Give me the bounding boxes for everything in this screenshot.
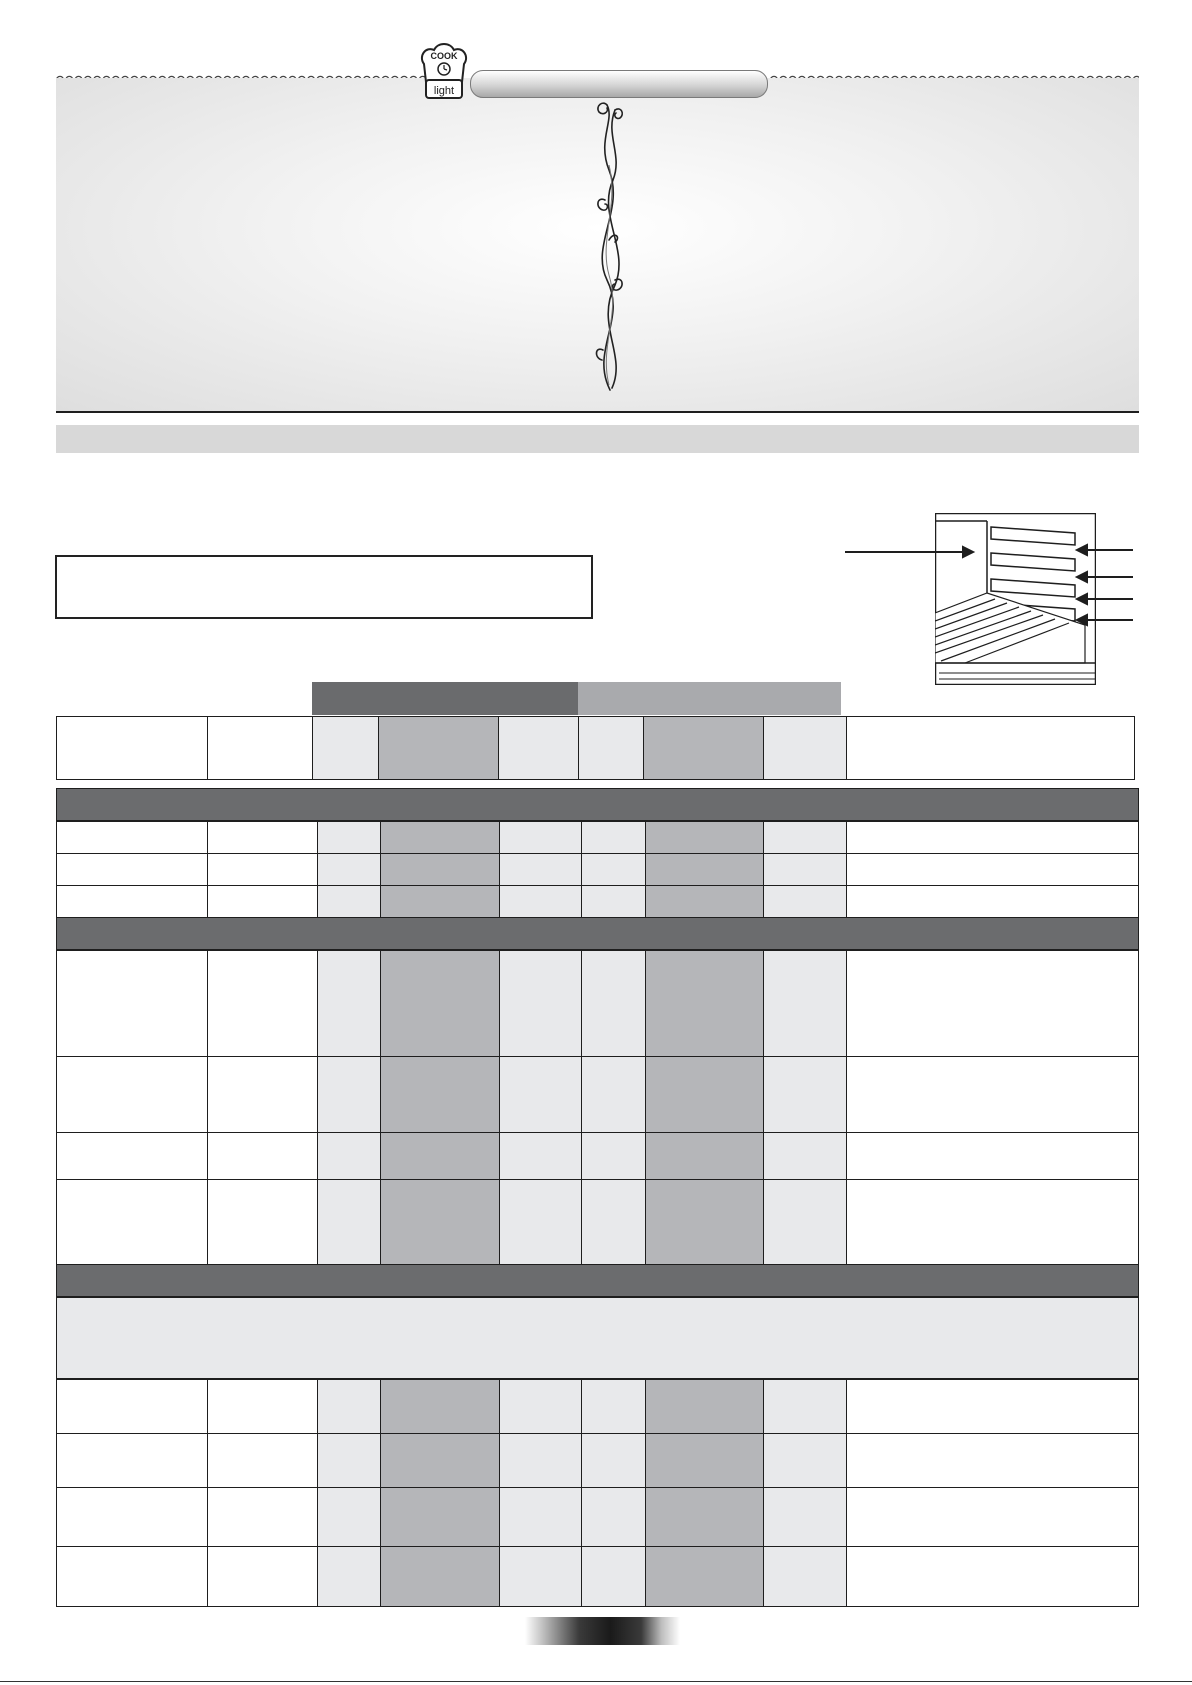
header-cell	[207, 716, 313, 780]
table-cell	[317, 1379, 381, 1434]
table-cell	[645, 853, 764, 886]
table-cell	[581, 1379, 646, 1434]
table-cell	[207, 1056, 318, 1133]
table-cell	[207, 950, 318, 1057]
section-header-bar	[56, 1264, 1139, 1297]
table-cell	[380, 1379, 500, 1434]
chef-hat-timer-icon	[416, 42, 472, 100]
table-cell	[645, 1132, 764, 1180]
page-number-bar	[525, 1617, 680, 1645]
table-cell	[207, 1132, 318, 1180]
table-cell	[581, 1546, 646, 1607]
table-cell	[499, 1056, 582, 1133]
table-cell	[763, 1546, 847, 1607]
table-cell	[380, 1546, 500, 1607]
table-cell	[499, 853, 582, 886]
table-cell	[207, 1179, 318, 1265]
table-cell	[380, 1487, 500, 1547]
table-cell	[207, 1546, 318, 1607]
table-cell	[499, 950, 582, 1057]
table-cell	[56, 1546, 208, 1607]
title-strip	[56, 425, 1139, 453]
table-cell	[581, 1179, 646, 1265]
swirl-ornament-icon	[585, 100, 635, 392]
table-cell	[581, 1056, 646, 1133]
table-cell	[317, 1132, 381, 1180]
table-cell	[380, 853, 500, 886]
table-cell	[763, 1132, 847, 1180]
table-cell	[846, 885, 1139, 918]
table-cell	[380, 821, 500, 854]
header-cell	[578, 716, 644, 780]
table-cell	[763, 1433, 847, 1488]
table-cell	[317, 1487, 381, 1547]
header-cell	[643, 716, 764, 780]
table-cell	[317, 853, 381, 886]
table-cell	[499, 1433, 582, 1488]
table-cell	[846, 1487, 1139, 1547]
table-cell	[645, 1056, 764, 1133]
table-cell	[645, 885, 764, 918]
table-cell	[846, 1132, 1139, 1180]
table-cell	[56, 1487, 208, 1547]
table-cell	[380, 1433, 500, 1488]
table-cell	[846, 1379, 1139, 1434]
oven-arrows	[845, 530, 1135, 630]
table-cell	[499, 1379, 582, 1434]
section-header-bar	[56, 917, 1139, 950]
table-cell	[581, 1132, 646, 1180]
table-cell	[56, 1132, 208, 1180]
logo-bottom-text: light	[433, 85, 455, 97]
table-cell	[846, 1179, 1139, 1265]
table-cell	[581, 1433, 646, 1488]
table-cell	[380, 1132, 500, 1180]
table-cell	[317, 1433, 381, 1488]
table-cell	[499, 1546, 582, 1607]
note-box	[55, 555, 593, 619]
table-cell	[56, 885, 208, 918]
logo-top-text: COOK	[430, 51, 458, 61]
header-cell	[846, 716, 1135, 780]
table-cell	[317, 1179, 381, 1265]
table-cell	[581, 950, 646, 1057]
table-cell	[581, 853, 646, 886]
table-cell	[207, 821, 318, 854]
table-cell	[581, 821, 646, 854]
table-cell	[763, 1487, 847, 1547]
header-cell	[56, 716, 208, 780]
header-cell	[312, 716, 379, 780]
table-cell	[56, 1179, 208, 1265]
table-cell	[763, 950, 847, 1057]
table-cell	[581, 885, 646, 918]
table-cell	[56, 950, 208, 1057]
table-cell	[763, 1179, 847, 1265]
table-cell	[317, 1546, 381, 1607]
header-pill	[470, 70, 768, 98]
group-header-1	[312, 682, 578, 715]
table-cell	[499, 1179, 582, 1265]
table-cell	[207, 885, 318, 918]
table-cell	[763, 1379, 847, 1434]
section-header-bar	[56, 788, 1139, 821]
table-cell	[56, 821, 208, 854]
table-cell	[56, 853, 208, 886]
table-cell	[846, 1056, 1139, 1133]
table-cell	[645, 1433, 764, 1488]
table-cell	[207, 1487, 318, 1547]
table-cell	[56, 1056, 208, 1133]
table-cell	[846, 950, 1139, 1057]
table-cell	[763, 885, 847, 918]
table-cell	[317, 885, 381, 918]
table-cell	[499, 1132, 582, 1180]
table-cell	[581, 1487, 646, 1547]
table-cell	[56, 1433, 208, 1488]
table-cell	[645, 1546, 764, 1607]
header-cell	[498, 716, 579, 780]
table-cell	[645, 821, 764, 854]
header-cell	[378, 716, 499, 780]
table-cell	[763, 853, 847, 886]
table-cell	[846, 821, 1139, 854]
header-cell	[763, 716, 847, 780]
table-cell	[317, 821, 381, 854]
table-cell	[207, 853, 318, 886]
table-cell	[645, 950, 764, 1057]
table-cell	[380, 950, 500, 1057]
table-cell	[763, 821, 847, 854]
table-cell	[645, 1487, 764, 1547]
table-cell	[645, 1179, 764, 1265]
table-cell	[846, 853, 1139, 886]
section-note-row	[56, 1297, 1139, 1379]
group-header-2	[578, 682, 841, 715]
table-cell	[317, 1056, 381, 1133]
table-cell	[317, 950, 381, 1057]
table-cell	[499, 885, 582, 918]
table-cell	[380, 1056, 500, 1133]
table-cell	[846, 1546, 1139, 1607]
table-cell	[207, 1433, 318, 1488]
table-cell	[380, 885, 500, 918]
table-cell	[763, 1056, 847, 1133]
table-cell	[207, 1379, 318, 1434]
table-cell	[499, 1487, 582, 1547]
table-cell	[645, 1379, 764, 1434]
bottom-rule	[0, 1681, 1192, 1682]
table-cell	[56, 1379, 208, 1434]
table-cell	[499, 821, 582, 854]
table-cell	[846, 1433, 1139, 1488]
table-cell	[380, 1179, 500, 1265]
